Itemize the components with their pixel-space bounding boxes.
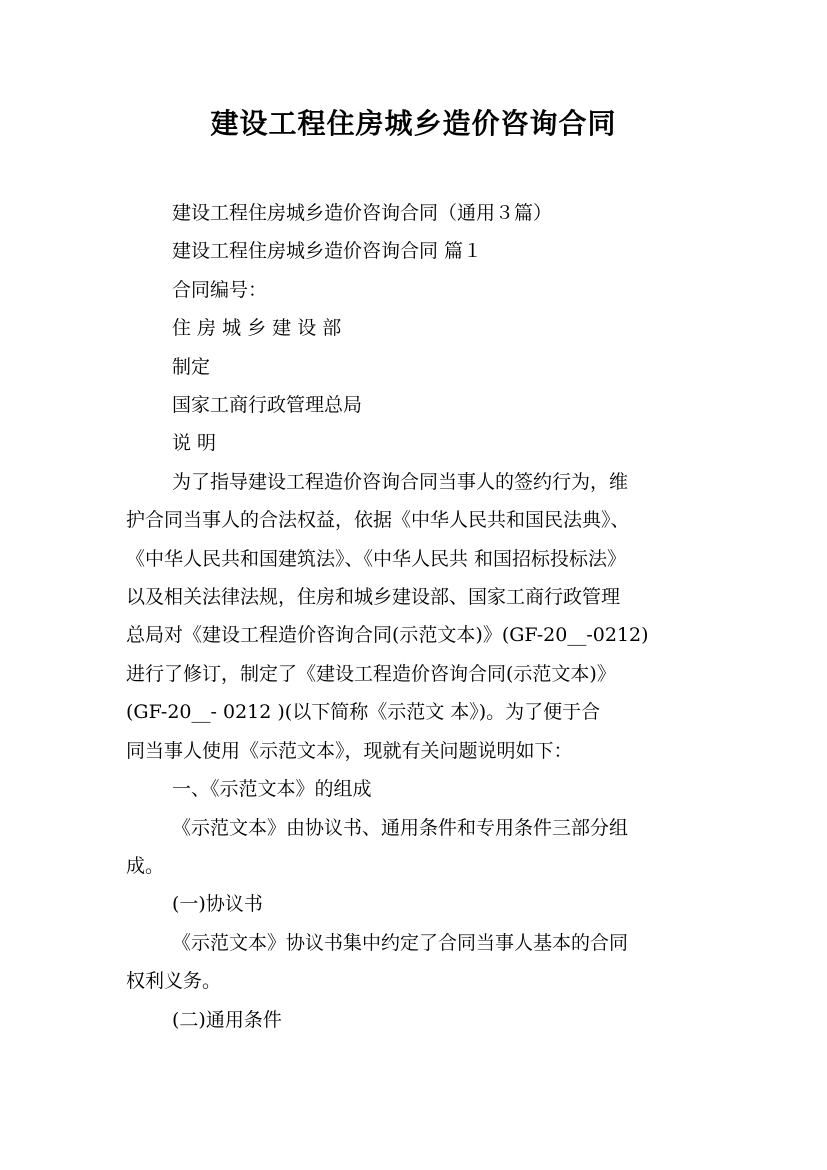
text-line: 总局对《建设工程造价咨询合同(示范文本)》(GF-20__-0212) [126,624,649,647]
text-line-subtitle: 建设工程住房城乡造价咨询合同（通用３篇） [172,202,553,224]
text-line-explanation-heading: 说 明 [172,432,217,455]
text-line-ministry: 住 房 城 乡 建 设 部 [172,317,342,340]
text-line-section-one: 一、《示范文本》的组成 [172,778,372,801]
text-line: 护合同当事人的合法权益，依据《中华人民共和国民法典》、 [126,509,630,532]
text-line-formulated: 制定 [172,355,211,378]
text-line: 为了指导建设工程造价咨询合同当事人的签约行为，维 [172,470,629,493]
document-title: 建设工程住房城乡造价咨询合同 [210,107,617,140]
text-line: 权利义务。 [126,970,222,993]
text-line-administration: 国家工商行政管理总局 [172,394,363,417]
text-line: 同当事人使用《示范文本》，现就有关问题说明如下： [126,739,573,762]
text-line: (GF-20__- 0212 )(以下简称《示范文 本》)。为了便于合 [126,701,601,724]
text-line-section-heading: 建设工程住房城乡造价咨询合同 篇１ [172,240,483,263]
text-line-subsection-general-conditions: (二)通用条件 [172,1008,282,1031]
text-line: 进行了修订，制定了《建设工程造价咨询合同(示范文本)》 [126,662,616,685]
text-line: 《示范文本》协议书集中约定了合同当事人基本的合同 [172,931,629,954]
document-body [126,194,726,1039]
text-line-contract-number: 合同编号： [172,278,268,301]
text-line: 以及相关法律法规，住房和城乡建设部、国家工商行政管理 [126,586,621,609]
text-line: 成。 [126,854,165,877]
text-line-subsection-agreement: (一)协议书 [172,893,263,916]
text-line: 《示范文本》由协议书、通用条件和专用条件三部分组 [172,816,629,839]
text-line: 《中华人民共和国建筑法》、《中华人民共 和国招标投标法》 [126,547,627,570]
